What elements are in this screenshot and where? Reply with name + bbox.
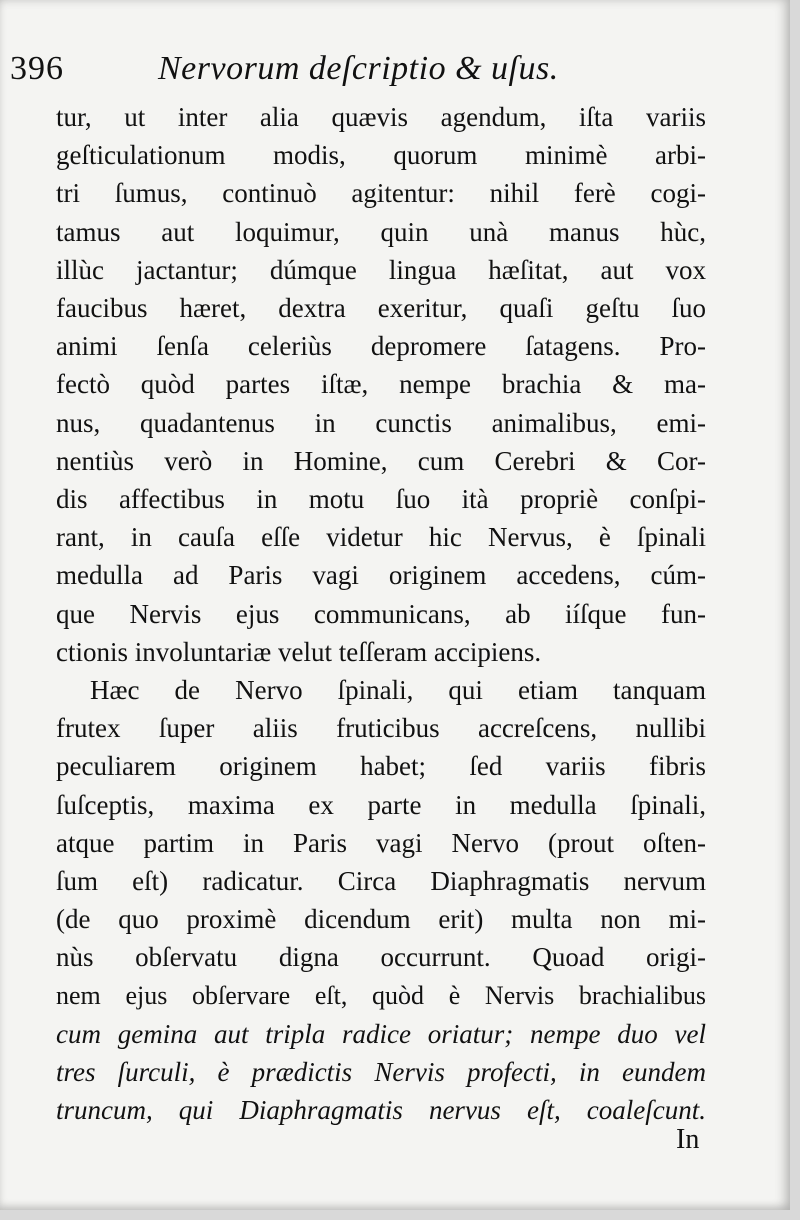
text-line: nùs obſervatu digna occurrunt. Quoad origi-: [56, 942, 706, 973]
text-line: frutex ſuper aliis fruticibus accreſcens, nullibi: [56, 713, 706, 744]
catchword: In: [676, 1124, 700, 1155]
page-header: [0, 48, 790, 98]
text-line: tamus aut loquimur, quin unà manus hùc,: [56, 216, 706, 247]
text-line: Hæc de Nervo ſpinali, qui etiam tanquam: [90, 675, 706, 706]
text-line: nus, quadantenus in cunctis animalibus, emi-: [56, 407, 706, 438]
text-line: atque partim in Paris vagi Nervo (prout oſten-: [56, 827, 706, 858]
text-line: tri ſumus, continuò agitentur: nihil ferè cogi-: [56, 178, 706, 209]
text-line: (de quo proximè dicendum erit) multa non mi-: [56, 904, 706, 935]
text-line: geſticulationum modis, quorum minimè arbi-: [56, 140, 706, 171]
text-line: fectò quòd partes iſtæ, nempe brachia & ma-: [56, 369, 706, 400]
text-line: ſum eſt) radicatur. Circa Diaphragmatis nervum: [56, 866, 706, 897]
page-number: 396: [10, 50, 64, 87]
text-line: rant, in cauſa eſſe videtur hic Nervus, è ſpinali: [56, 522, 706, 553]
text-line: ſuſceptis, maxima ex parte in medulla ſpinali,: [56, 789, 706, 820]
text-line: animi ſenſa celeriùs depromere ſatagens. Pro-: [56, 331, 706, 362]
text-line: nentiùs verò in Homine, cum Cerebri & Cor-: [56, 445, 706, 476]
text-line: medulla ad Paris vagi originem accedens, cúm-: [56, 560, 706, 591]
body-text: [56, 98, 706, 1129]
text-line: illùc jactantur; dúmque lingua hæſitat, aut vox: [56, 254, 706, 285]
text-line: tur, ut inter alia quævis agendum, iſta variis: [56, 102, 706, 132]
running-title: Nervorum deſcriptio & uſus.: [158, 50, 559, 87]
text-line: nem ejus obſervare eſt, quòd è Nervis brachialibus: [56, 980, 706, 1010]
text-line: peculiarem originem habet; ſed variis fibris: [56, 751, 706, 782]
text-line: cum gemina aut tripla radice oriatur; nempe duo vel: [56, 1018, 706, 1049]
text-line: que Nervis ejus communicans, ab iíſque fun-: [56, 598, 706, 629]
text-line: ctionis involuntariæ velut teſſeram accipiens.: [56, 636, 542, 667]
text-line: tres ſurculi, è prædictis Nervis profecti, in eundem: [56, 1057, 706, 1088]
text-line: truncum, qui Diaphragmatis nervus eſt, coaleſcunt.: [56, 1095, 706, 1126]
text-line: faucibus hæret, dextra exeritur, quaſi geſtu ſuo: [56, 293, 706, 324]
text-line: dis affectibus in motu ſuo ità propriè conſpi-: [56, 484, 706, 515]
